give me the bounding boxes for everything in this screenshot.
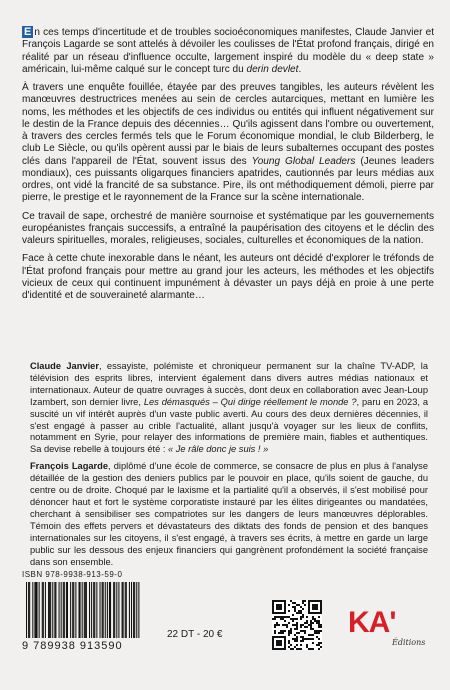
bio2-text: , diplômé d'une école de commerce, se consacre de plus en plus à l'analyse détaillée de la gestion des deniers publics par le pouvoir en place, qu'ils soient de gauche, du centre ou de droite. Choqué par le laxisme et la partialité qu'il a observés, il s'est mobilisé pour dénoncer haut et fort le système corporatiste instauré par les élites dirigeantes ou mandatées, cherchant à sensibiliser ses compatriotes sur les dangers de leurs manœuvres déplorables. Témoin des effets pervers et dévastateurs des diktats des fonds de pension et des banques internationales sur les citoyens, il s'est engagé, à travers ses écrits, à mettre en garde un large public sur les dessous des enjeux financiers qui gangrènent profondément la société française dans son ensemble. (30, 461, 429, 567)
publisher-logo (348, 608, 434, 654)
bio-francois-lagarde (30, 461, 428, 568)
isbn-label: ISBN 978-9938-913-59-0 (22, 570, 123, 579)
motto: « Je râle donc je suis ! » (168, 444, 269, 455)
intro-end: . (298, 63, 302, 75)
drop-cap: E (24, 26, 32, 38)
intro-italic: derin devlet (246, 63, 299, 75)
intro-text: n ces temps d'incertitude et de troubles socioéconomiques manifestes, Claude Janvier et François Lagarde se sont attelés à dévoiler les coulisses de l'État profond français, dirigé en réalité par un réseau d'influence occulte, largement inspiré du modèle du « deep state » américain, lui-même calqué sur le concept turc du (22, 27, 434, 75)
book-title: Les démasqués – Qui dirige réellement le monde ? (143, 396, 357, 407)
p2-italic: Young Global Leaders (251, 155, 356, 167)
p2-text: À travers une enquête fouillée, étayée par des preuves tangibles, les auteurs révèlent les manœuvres destructrices menées au sein de cercles autarciques, mettant en lumière les noms, les méthodes et les objectifs de ces individus ou entités qui influent négativement sur le destin de la France depuis des décennies… Qu'ils agissent dans l'ombre ou ouvertement, à travers des cercles fermés tels que le Forum économique mondial, le club Bilderberg, le club Le Siècle, ou qu'ils opèrent aussi par le biais de leurs subalternes occupant des postes clés dans l'appareil de l'État, souvent issus des (22, 82, 434, 167)
barcode (22, 582, 142, 638)
paragraph-3: Ce travail de sape, orchestré de manière sournoise et systématique par les gouvernements européanistes français successifs, a entraîné la paupérisation des citoyens et le déclin des valeurs spirituelles, morales, religieuses, sociales, culturelles et économiques de la nation. (22, 210, 434, 246)
logo-subtitle: Éditions (392, 638, 426, 647)
author-bios (30, 361, 428, 573)
p2-end: (Jeunes leaders mondiaux), ces puissants oligarques financiers apatrides, cautionnés par leurs médias aux ordres, ont vidé la francité de sa substance. Pire, ils ont méthodiquement démoli, pierre par pierre, le prestige et le rayonnement de la France sur la scène internationale. (22, 155, 435, 204)
author-name: François Lagarde (30, 461, 109, 472)
back-cover-text (22, 26, 434, 308)
bio1-text: , essayiste, polémiste et chroniqueur permanent sur la chaîne TV-ADP, la télévision des esprits libres, intervient également dans divers autres médias nationaux et internationaux. Auteur de quatre ouvrages à succès, dont deux en collaboration avec Jean-Loup Izambert, son dernier livre, (30, 361, 428, 407)
bio-claude-janvier (30, 361, 428, 456)
qr-code (272, 600, 322, 650)
barcode-number: 9 789938 913590 (22, 640, 123, 652)
logo-text: KA' (348, 606, 396, 639)
author-name: Claude Janvier (30, 361, 99, 371)
bio1-text2: , paru en 2023, a suscité un vif intérêt auprès d'un vaste public averti. Au cours des deux dernières décennies, il s'est engagé à passer au crible l'actualité, allant jusqu'à voyager sur les lieux de conflits, notamment en Syrie, pour relayer des informations de première main, fiables et authentiques. Sa devise rebelle à toujours été : (30, 396, 428, 455)
paragraph-2 (22, 82, 434, 205)
price: 22 DT - 20 € (167, 629, 223, 640)
intro-paragraph (22, 26, 434, 76)
paragraph-4: Face à cette chute inexorable dans le néant, les auteurs ont décidé d'explorer le tréfonds de l'État profond français pour mettre au grand jour les acteurs, les méthodes et les objectifs vicieux de ceux qui continuent impunément à dévaster un pays déjà en proie à une perte d'identité et de souveraineté alarmante… (22, 253, 434, 301)
